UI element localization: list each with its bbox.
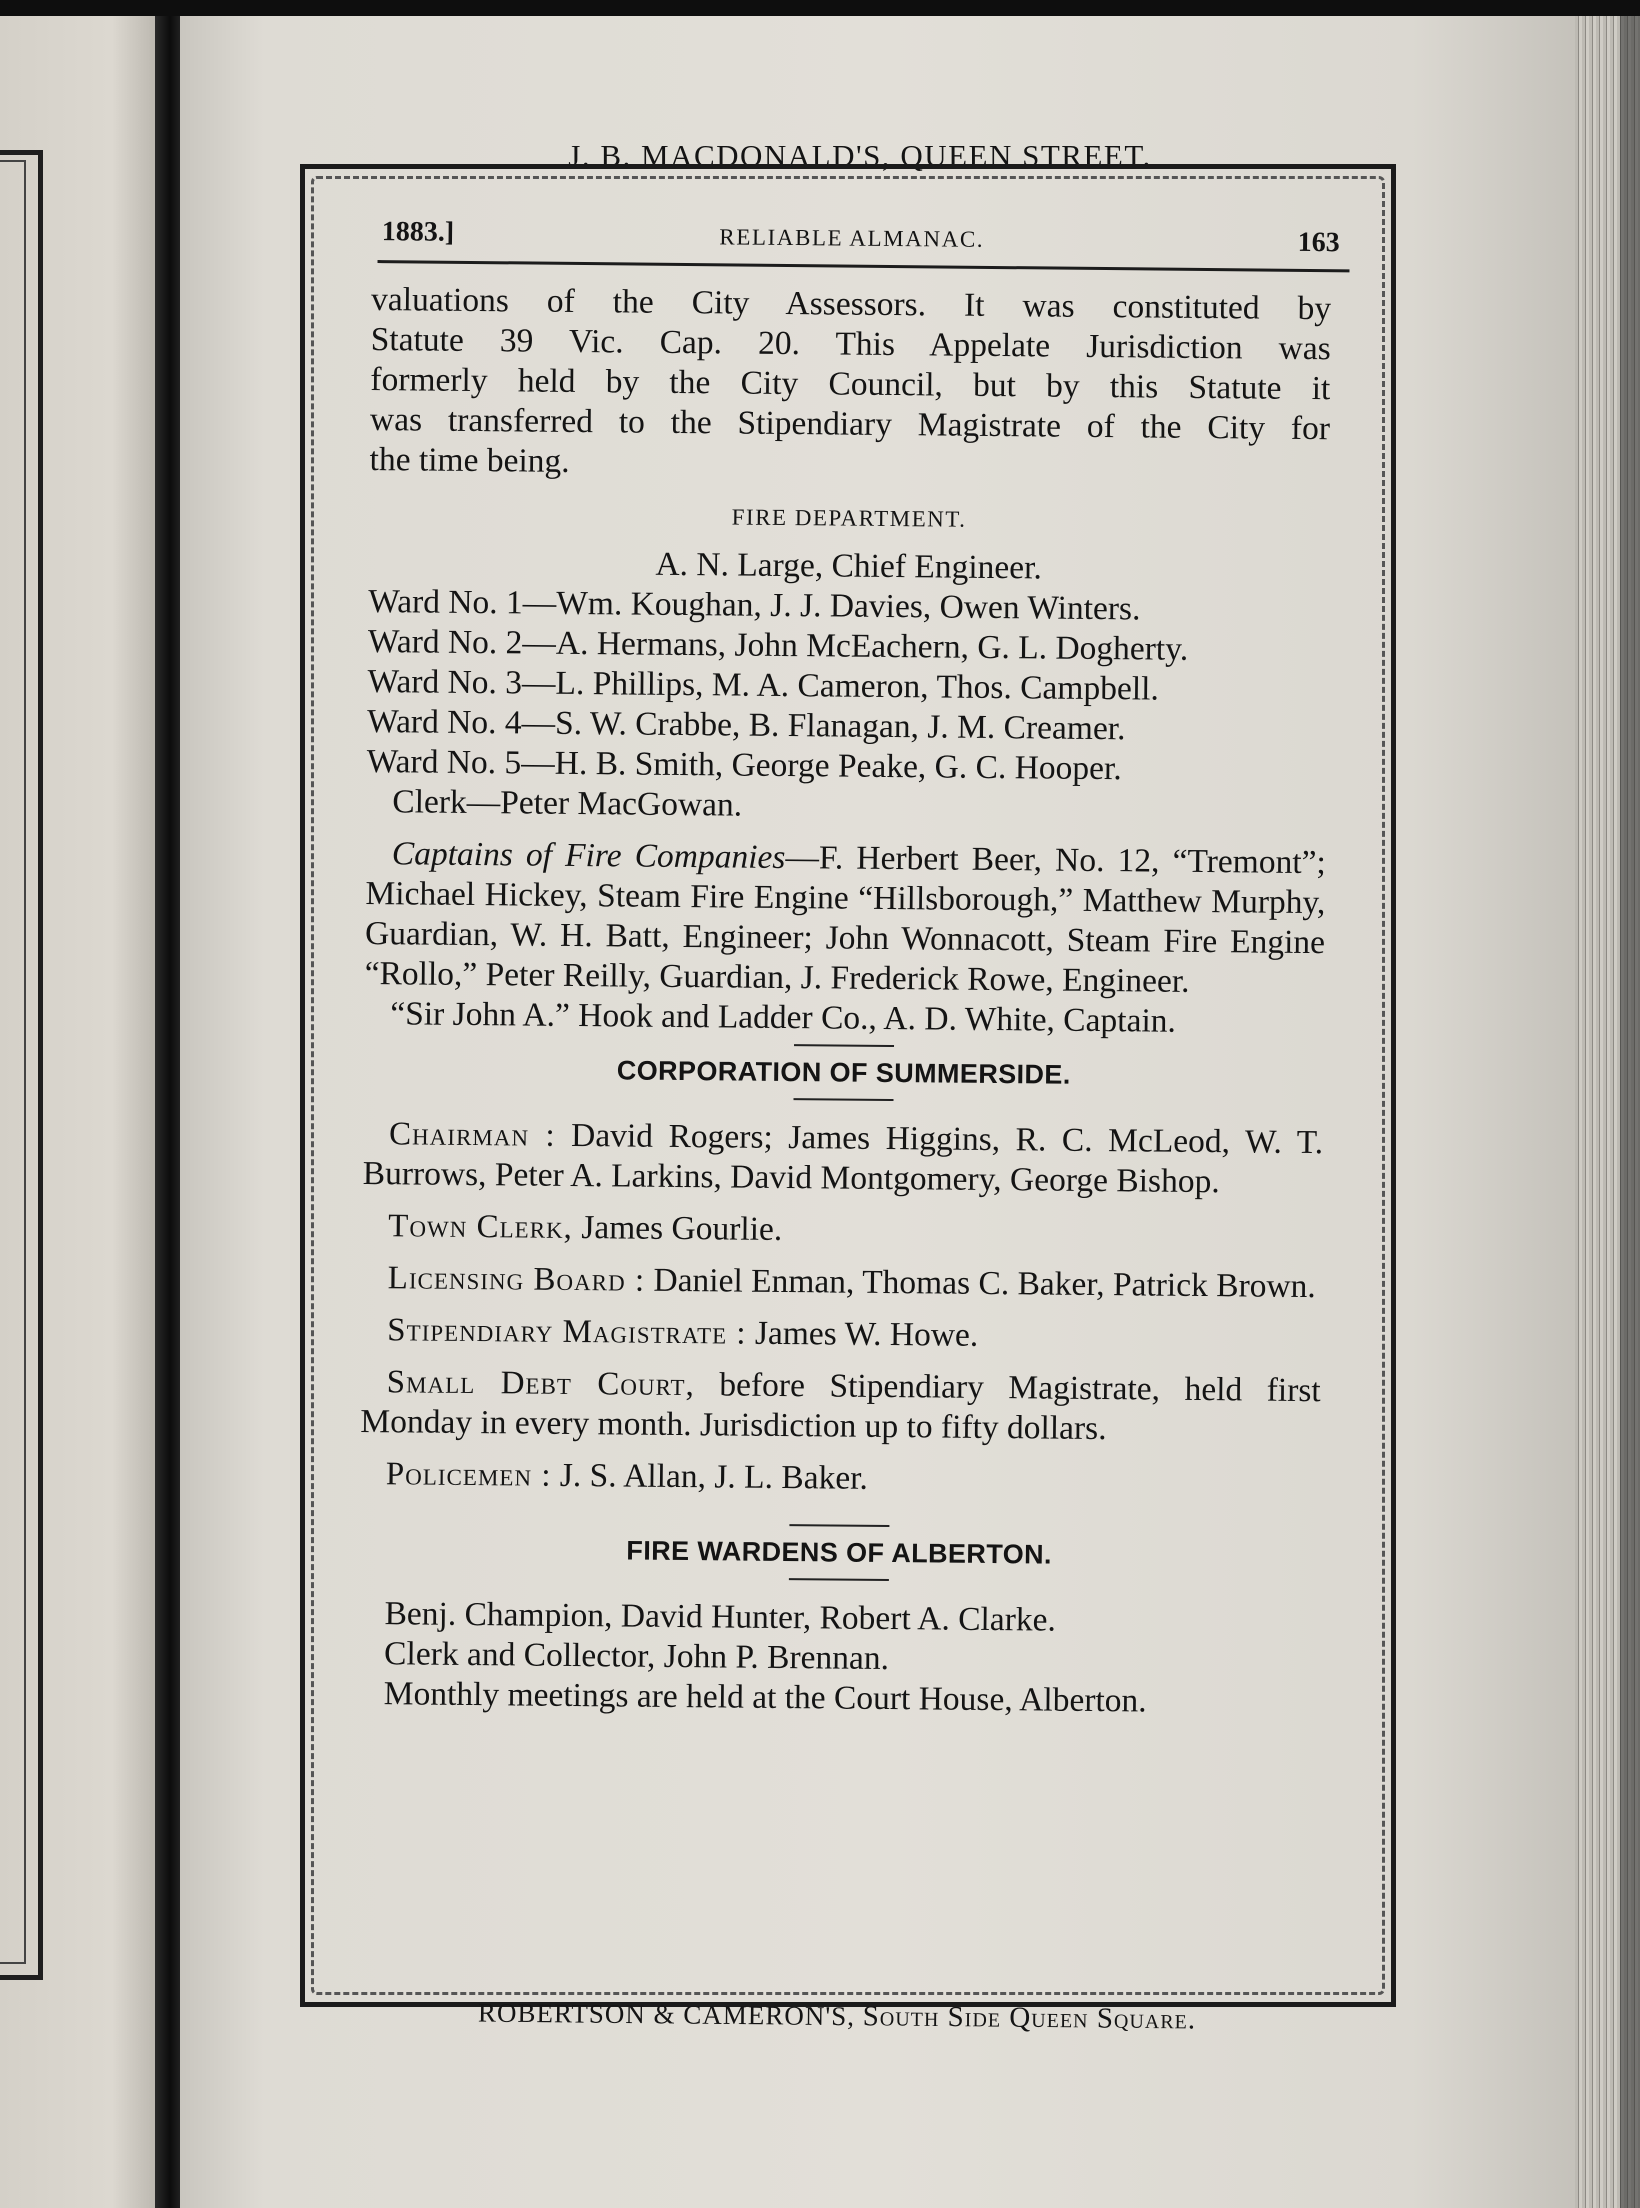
ward-4: Ward No. 4—S. W. Crabbe, B. Flanagan, J. M. Creamer. <box>366 702 1126 748</box>
page-content <box>355 212 1340 1991</box>
alberton-clerk: Clerk and Collector, John P. Brennan. <box>383 1635 890 1678</box>
section-rule <box>789 1524 889 1527</box>
intro-line: was transferred to the Stipendiary Magistrate of the City for <box>369 400 1331 448</box>
alberton-heading: FIRE WARDENS OF ALBERTON. <box>626 1535 1053 1570</box>
ward-5: Ward No. 5—H. B. Smith, George Peake, G. C. Hooper. <box>366 742 1122 788</box>
header-title: RELIABLE ALMANAC. <box>719 224 985 252</box>
chief-engineer: A. N. Large, Chief Engineer. <box>655 545 1042 587</box>
header-year: 1883.] <box>381 216 455 248</box>
footer-name: ROBERTSON & CAMERON'S, <box>477 1997 856 2032</box>
debt-label: Small Debt Court, <box>386 1364 696 1404</box>
licensing-label: Licensing Board : <box>387 1260 646 1299</box>
section-rule <box>789 1578 889 1581</box>
intro-line: Statute 39 Vic. Cap. 20. This Appelate Jurisdiction was <box>370 320 1331 368</box>
footer-address: South Side Queen Square. <box>862 2000 1197 2036</box>
magistrate-label: Stipendiary Magistrate : <box>387 1312 747 1352</box>
page-header <box>371 212 1340 277</box>
captains-text: —F. Herbert Beer, No. 12, “Tremont”; Michael Hickey, Steam Fire Engine “Hillsborough,” Matthew Murphy, Guardian, W. H. Batt, Engineer; John Wonnacott, Steam Fire Engine “Rollo,” Peter Reilly, Guardian, J. Frederick Rowe, Engineer. <box>364 838 1326 1000</box>
page-edge-shadow <box>1620 16 1640 2208</box>
fire-captains <box>364 834 1325 1003</box>
summerside-small-debt-court <box>360 1362 1321 1451</box>
running-head-advert: J. B. MACDONALD'S, QUEEN STREET. <box>568 138 1152 173</box>
ward-2: Ward No. 2—A. Hermans, John McEachern, G. L. Dogherty. <box>367 622 1189 668</box>
magistrate-text: James W. Howe. <box>754 1314 979 1354</box>
captains-label: Captains of Fire Companies <box>391 835 786 876</box>
hook-and-ladder: “Sir John A.” Hook and Ladder Co., A. D. White, Captain. <box>390 995 1177 1040</box>
alberton-wardens: Benj. Champion, David Hunter, Robert A. Clarke. <box>384 1595 1057 1639</box>
police-text: J. S. Allan, J. L. Baker. <box>559 1456 869 1497</box>
town-clerk-label: Town Clerk, <box>388 1208 574 1246</box>
licensing-text: Daniel Enman, Thomas C. Baker, Patrick Brown. <box>653 1261 1316 1306</box>
chairman-label: Chairman : <box>388 1116 556 1154</box>
intro-line: formerly held by the City Council, but by this Statute it <box>370 360 1331 408</box>
intro-line: the time being. <box>369 440 570 480</box>
fire-clerk: Clerk—Peter MacGowan. <box>392 783 743 824</box>
section-rule <box>794 1044 894 1047</box>
summerside-heading: CORPORATION OF SUMMERSIDE. <box>616 1055 1071 1090</box>
facing-page-inner-border <box>0 160 26 1964</box>
town-clerk-text: James Gourlie. <box>581 1209 783 1248</box>
scan-top-band <box>0 0 1640 16</box>
police-label: Policemen : <box>385 1456 552 1494</box>
summerside-chairman <box>363 1114 1324 1203</box>
alberton-meetings: Monthly meetings are held at the Court House, Alberton. <box>383 1675 1147 1720</box>
debt-text: before Stipendiary Magistrate, held first Monday in every month. Jurisdiction up to fifty dollars. <box>360 1366 1321 1448</box>
ward-3: Ward No. 3—L. Phillips, M. A. Cameron, Thos. Campbell. <box>367 662 1159 708</box>
section-rule <box>793 1098 893 1101</box>
fire-department-heading: FIRE DEPARTMENT. <box>731 504 967 532</box>
intro-line: valuations of the City Assessors. It was constituted by <box>370 280 1332 328</box>
chairman-text: David Rogers; James Higgins, R. C. McLeod, W. T. Burrows, Peter A. Larkins, David Montgomery, George Bishop. <box>362 1116 1324 1201</box>
ward-1: Ward No. 1—Wm. Koughan, J. J. Davies, Owen Winters. <box>368 582 1141 628</box>
page-number: 163 <box>1297 226 1340 259</box>
